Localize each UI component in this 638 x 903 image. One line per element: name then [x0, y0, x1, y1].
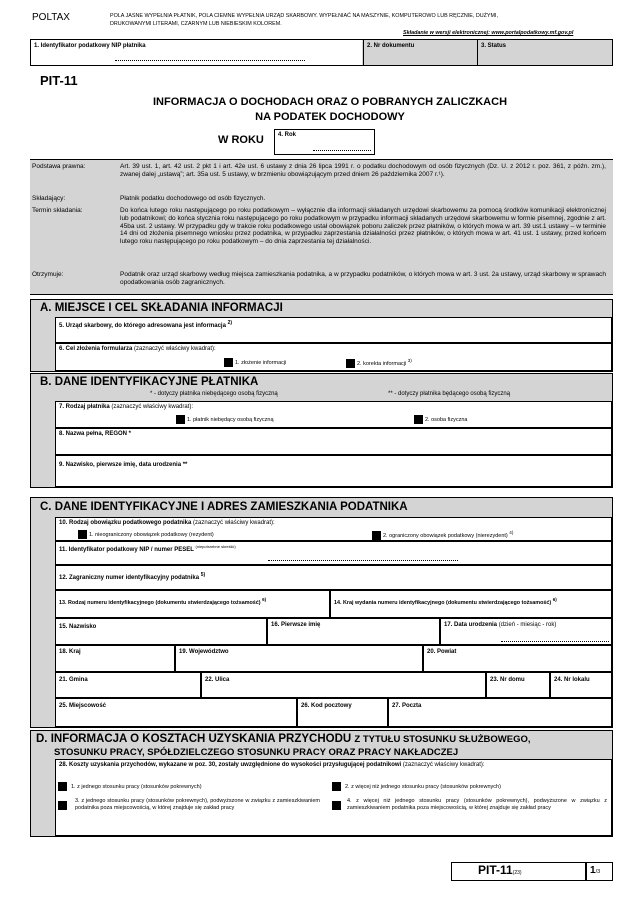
costs-option-3-box[interactable]	[58, 797, 69, 815]
birth-date-dots	[501, 641, 609, 642]
field-11-nip-pesel[interactable]	[55, 541, 612, 565]
purpose-option-2[interactable]: 2. korekta informacji $^{3)}$	[346, 358, 412, 368]
field-22-street[interactable]	[201, 672, 486, 698]
year-dots	[313, 150, 371, 151]
checkbox-icon[interactable]	[332, 801, 341, 810]
field-19-label: 19. Województwo	[179, 649, 229, 655]
section-d-title-line-2: STOSUNKU PRACY, SPÓŁDZIELCZEGO STOSUNKU PRACY ORAZ PRACY NAKŁADCZEJ	[54, 747, 459, 758]
field-7-payer-type	[55, 401, 612, 428]
recipient-label: Otrzymuje:	[32, 271, 64, 278]
section-d-title: D. INFORMACJA O KOSZTACH UZYSKANIA PRZYCHODU Z TYTUŁU STOSUNKU SŁUŻBOWEGO,	[36, 733, 531, 745]
field-20-county[interactable]	[423, 645, 612, 672]
field-17-birth-date[interactable]	[440, 618, 612, 645]
obligation-option-2[interactable]: 2. ograniczony obowiązek podatkowy (nierezydent) $^{4)}$	[372, 530, 513, 540]
checkbox-icon[interactable]	[58, 782, 67, 791]
payer-note-natural: ** - dotyczy płatnika będącego osobą fizyczną	[388, 391, 511, 397]
deadline-label: Termin składania:	[32, 207, 83, 214]
field-26-label: 26. Kod pocztowy	[301, 703, 352, 709]
field-10-obligation	[55, 517, 612, 541]
field-18-label: 18. Kraj	[59, 649, 81, 655]
field-6-purpose	[55, 343, 612, 371]
form-code: POLTAX	[32, 12, 70, 23]
doc-number-field	[363, 40, 475, 65]
field-15-surname[interactable]	[55, 618, 267, 645]
costs-option-1[interactable]: 1. z jednego stosunku pracy (stosunków pokrewnych)	[58, 782, 202, 791]
field-8-full-name[interactable]	[55, 428, 612, 455]
checkbox-icon[interactable]	[58, 801, 67, 810]
field-16-first-name[interactable]	[267, 618, 440, 645]
submitter-text: Płatnik podatku dochodowego od osób fizycznych.	[120, 195, 266, 202]
form-title: PIT-11	[40, 73, 78, 88]
field-18-country[interactable]	[55, 645, 175, 672]
checkbox-icon[interactable]	[224, 358, 233, 367]
checkbox-icon[interactable]	[332, 782, 341, 791]
field-27-label: 27. Poczta	[392, 703, 422, 709]
field-21-label: 21. Gmina	[59, 677, 88, 683]
field-14-label: 14. Kraj wydania numeru identyfikacyjnego (dokumentu stwierdzającego tożsamość) $^{6)}$	[334, 597, 557, 606]
field-7-label: 7. Rodzaj płatnika (zaznaczyć właściwy kwadrat):	[59, 404, 194, 410]
status-field	[477, 40, 612, 65]
field-28-label: 28. Koszty uzyskania przychodów, wykazane w poz. 30, zostały uwzględnione do wysokości przysługującej podatnikowi (zaznaczyć właściwy kwadrat):	[59, 762, 485, 768]
field-28-costs	[55, 759, 612, 836]
electronic-note: Składanie w wersji elektronicznej: www.portalpodatkowy.mf.gov.pl	[403, 30, 574, 36]
field-11-label: 11. Identyfikator podatkowy NIP / numer PESEL $^{(niepotrzebne skreślić)}$	[59, 544, 236, 553]
doc-number-label: 2. Nr dokumentu	[367, 43, 415, 49]
field-19-voivodeship[interactable]	[175, 645, 423, 672]
field-6-label: 6. Cel złożenia formularza (zaznaczyć właściwy kwadrat):	[59, 346, 216, 352]
legal-basis-text: Art. 39 ust. 1, art. 42 ust. 2 pkt 1 i art. 42e ust. 6 ustawy z dnia 26 lipca 1991 r. o podatku dochodowym od osób fizycznych (Dz. U. z 2012 r. poz. 361, z późn. zm.), zwanej dalej „ustawą”; art. 35a ust. 5 ustawy, w brzmieniu obowiązującym przed dniem 26 października 2007 r.¹).	[120, 163, 606, 178]
field-13-id-type[interactable]	[55, 590, 330, 618]
field-17-label: 17. Data urodzenia (dzień - miesiąc - rok)	[444, 622, 557, 628]
field-13-label: 13. Rodzaj numeru identyfikacyjnego (dokumentu stwierdzającego tożsamość) $^{6)}$	[59, 597, 267, 606]
obligation-option-1[interactable]: 1. nieograniczony obowiązek podatkowy (rezydent)	[78, 530, 214, 539]
instruction-line-2: DRUKOWANYMI LITERAMI, CZARNYM LUB NIEBIESKIM KOLOREM.	[110, 21, 282, 27]
costs-option-2[interactable]: 2. z więcej niż jednego stosunku pracy (stosunków pokrewnych)	[332, 782, 501, 791]
instruction-line-1: POLA JASNE WYPEŁNIA PŁATNIK, POLA CIEMNE WYPEŁNIA URZĄD SKARBOWY. WYPEŁNIAĆ NA MASZYNIE, KOMPUTEROWO LUB RĘCZNIE, DUŻYMI,	[110, 13, 499, 19]
field-16-label: 16. Pierwsze imię	[271, 622, 321, 628]
year-label: 4. Rok	[278, 132, 297, 138]
submitter-label: Składający:	[32, 195, 66, 202]
field-9-name-birth[interactable]	[55, 455, 612, 487]
field-12-foreign-id[interactable]	[55, 565, 612, 590]
footer-page-number: 1/3	[590, 865, 601, 876]
footer-form-id: PIT-11(23)	[478, 863, 522, 877]
section-b-title: B. DANE IDENTYFIKACYJNE PŁATNIKA	[40, 376, 259, 388]
payer-note-legal: * - dotyczy płatnika niebędącego osobą fizyczną	[150, 391, 278, 397]
checkbox-icon[interactable]	[372, 531, 381, 540]
checkbox-icon[interactable]	[78, 530, 87, 539]
field-9-label: 9. Nazwisko, pierwsze imię, data urodzenia **	[59, 462, 188, 468]
field-14-id-country[interactable]	[330, 590, 612, 618]
costs-option-4: 4. z więcej niż jednego stosunku pracy (stosunków pokrewnych), podwyższone w związku z zamieszkiwaniem podatnika poza miejscowością, w której znajduje się zakład pracy	[347, 798, 607, 811]
checkbox-icon[interactable]	[414, 415, 423, 424]
field-25-label: 25. Miejscowość	[59, 703, 107, 709]
field-8-label: 8. Nazwa pełna, REGON *	[59, 431, 132, 437]
title-line-2: NA PODATEK DOCHODOWY	[255, 111, 405, 123]
deadline-text: Do końca lutego roku następującego po roku podatkowym – wyłącznie dla informacji składanych urzędowi skarbowemu za pomocą środków komunikacji elektronicznej lub podatnikowi; do końca stycznia roku następującego po roku podatkowym w przypadku informacji składanych urzędowi skarbowemu w formie pisemnej, zgodnie z art. 45ba ust. 2 ustawy. W przypadku gdy w trakcie roku podatkowego ustał obowiązek poboru zaliczek przez płatników, o których mowa w art. 39 ust.1 ustawy – w terminie 14 dni od złożenia pisemnego wniosku przez podatnika, w przypadku zaprzestania działalności przez płatników, o których mowa w art. 41 ust. 1 ustawy, przed końcem lutego roku następującego po roku podatkowym – do dnia zaprzestania tej działalności.	[120, 207, 606, 246]
section-a-title: A. MIEJSCE I CEL SKŁADANIA INFORMACJI	[40, 302, 283, 314]
section-c-title: C. DANE IDENTYFIKACYJNE I ADRES ZAMIESZKANIA PODATNIKA	[40, 501, 408, 513]
year-field[interactable]	[274, 129, 375, 155]
nip-dots	[115, 60, 305, 61]
recipient-text: Podatnik oraz urząd skarbowy według miejsca zamieszkania podatnika, a w przypadku podatników, o których mowa w art. 3 ust. 2a ustawy, urząd skarbowy w sprawach opodatkowania osób zagranicznych.	[120, 271, 606, 286]
field-12-label: 12. Zagraniczny numer identyfikacyjny podatnika $^{5)}$	[59, 572, 206, 581]
field-24-label: 24. Nr lokalu	[554, 677, 590, 683]
field-21-commune[interactable]	[55, 672, 201, 698]
field-5-label: 5. Urząd skarbowy, do którego adresowana jest informacja $^{2)}$	[59, 320, 233, 329]
field-26-postal-code[interactable]	[297, 698, 388, 727]
payer-option-1[interactable]: 1. płatnik niebędący osobą fizyczną	[176, 415, 274, 424]
w-roku-label: W ROKU	[218, 134, 264, 146]
pesel-dots	[268, 560, 458, 561]
purpose-option-1[interactable]: 1. złożenie informacji	[224, 358, 286, 367]
field-27-post-office[interactable]	[388, 698, 612, 727]
field-23-house-number[interactable]	[486, 672, 550, 698]
costs-option-3: 3. z jednego stosunku pracy (stosunków pokrewnych), podwyższone w związku z zamieszkiwaniem podatnika poza miejscowością, w której znajduje się zakład pracy	[75, 798, 320, 811]
checkbox-icon[interactable]	[346, 359, 355, 368]
field-22-label: 22. Ulica	[205, 677, 230, 683]
checkbox-icon[interactable]	[176, 415, 185, 424]
legal-basis-label: Podstawa prawna:	[32, 163, 86, 170]
field-24-apartment[interactable]	[550, 672, 612, 698]
field-15-label: 15. Nazwisko	[59, 624, 97, 630]
field-10-label: 10. Rodzaj obowiązku podatkowego podatnika (zaznaczyć właściwy kwadrat):	[59, 520, 275, 526]
payer-option-2[interactable]: 2. osoba fizyczna	[414, 415, 468, 424]
status-label: 3. Status	[481, 43, 507, 49]
nip-label: 1. Identyfikator podatkowy NIP płatnika	[34, 43, 146, 49]
field-25-city[interactable]	[55, 698, 297, 727]
field-5-tax-office[interactable]	[55, 317, 612, 343]
title-line-1: INFORMACJA O DOCHODACH ORAZ O POBRANYCH ZALICZKACH	[152, 96, 508, 108]
nip-field[interactable]	[31, 40, 362, 65]
field-23-label: 23. Nr domu	[490, 677, 525, 683]
field-20-label: 20. Powiat	[427, 649, 457, 655]
costs-option-4-box[interactable]	[332, 797, 343, 815]
